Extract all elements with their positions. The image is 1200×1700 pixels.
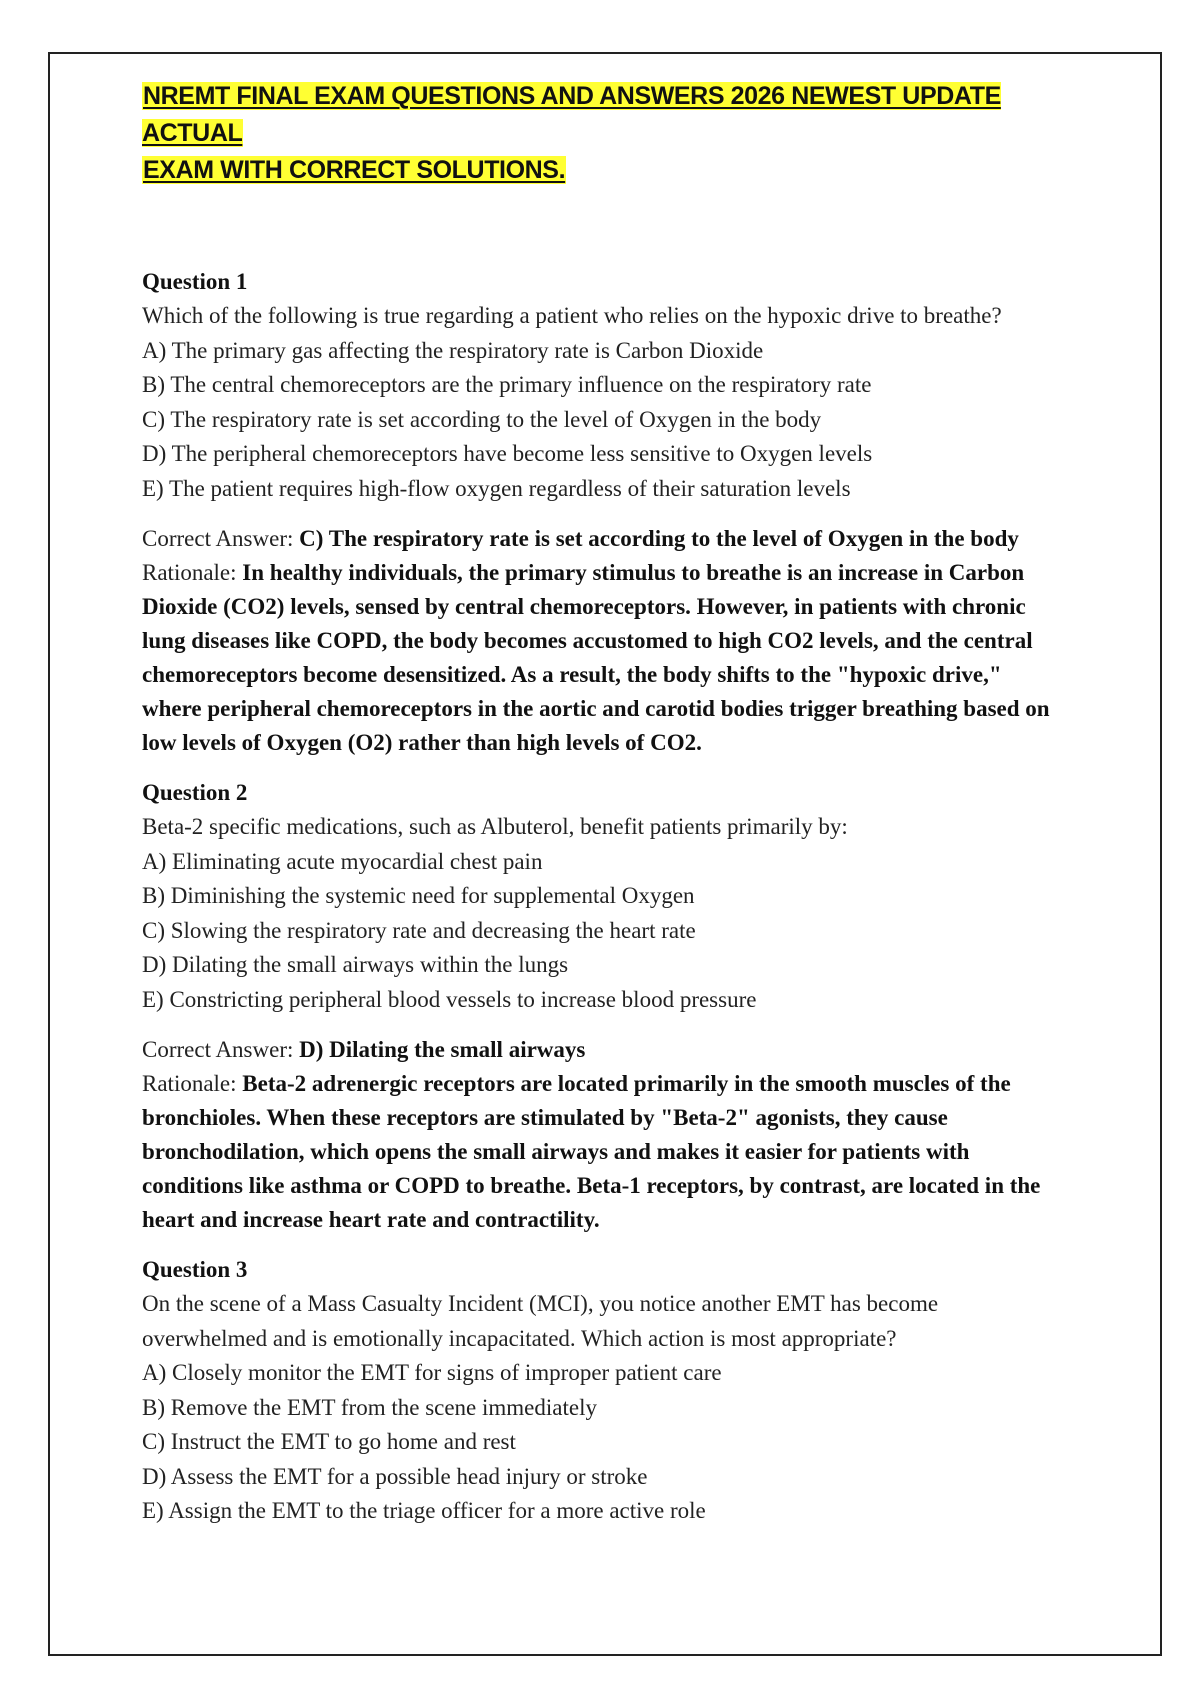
rationale-label: Rationale: [142, 560, 237, 585]
option-c: C) The respiratory rate is set according to the level of Oxygen in the body [142, 406, 822, 432]
answer-block [142, 1033, 1062, 1237]
question-text: On the scene of a Mass Casualty Incident (MCI), you notice another EMT has become overwhelmed and is emotionally incapacitated. Which action is most appropriate? [142, 1291, 939, 1351]
option-b: B) Remove the EMT from the scene immediately [142, 1394, 597, 1420]
rationale-text: Beta-2 adrenergic receptors are located primarily in the smooth muscles of the bronchioles. When these receptors are stimulated by "Beta-2" agonists, they cause bronchodilation, which opens the small airways and makes it easier for patients with conditions like asthma or COPD to breathe. Beta-1 receptors, by contrast, are located in the heart and increase heart rate and contractility. [142, 1071, 1041, 1232]
question-heading: Question 1 [142, 269, 248, 294]
rationale-text: In healthy individuals, the primary stimulus to breathe is an increase in Carbon Dioxide (CO2) levels, sensed by central chemoreceptors. However, in patients with chronic lung diseases like COPD, the body becomes accustomed to high CO2 levels, and the central chemoreceptors become desensitized. As a result, the body shifts to the "hypoxic drive," where peripheral chemoreceptors in the aortic and carotid bodies trigger breathing based on low levels of Oxygen (O2) rather than high levels of CO2. [142, 560, 1050, 755]
title-line-2: EXAM WITH CORRECT SOLUTIONS. [143, 156, 566, 184]
rationale-label: Rationale: [142, 1071, 237, 1096]
correct-answer-label: Correct Answer: [142, 1037, 294, 1062]
correct-answer-label: Correct Answer: [142, 526, 294, 551]
option-e: E) The patient requires high-flow oxygen regardless of their saturation levels [142, 475, 851, 501]
option-d: D) The peripheral chemoreceptors have become less sensitive to Oxygen levels [142, 441, 873, 466]
question-2 [142, 776, 1062, 1237]
option-e: E) Assign the EMT to the triage officer for a more active role [142, 1498, 706, 1523]
correct-answer [142, 1033, 1062, 1067]
option-d: D) Dilating the small airways within the lungs [142, 952, 569, 977]
option-c: C) Instruct the EMT to go home and rest [142, 1429, 516, 1454]
option-a: A) The primary gas affecting the respiratory rate is Carbon Dioxide [142, 337, 764, 363]
correct-answer-value: D) Dilating the small airways [299, 1037, 586, 1062]
correct-answer-value: C) The respiratory rate is set according to the level of Oxygen in the body [299, 526, 1019, 551]
rationale [142, 1067, 1062, 1237]
option-a: A) Eliminating acute myocardial chest pain [142, 848, 543, 874]
option-b: B) Diminishing the systemic need for supplemental Oxygen [142, 883, 695, 908]
question-3 [142, 1253, 1062, 1529]
rationale [142, 556, 1062, 760]
question-heading: Question 2 [142, 780, 248, 805]
question-text: Which of the following is true regarding a patient who relies on the hypoxic drive to breathe? [142, 303, 1002, 328]
option-b: B) The central chemoreceptors are the primary influence on the respiratory rate [142, 372, 872, 397]
document-title [142, 78, 1062, 189]
question-text: Beta-2 specific medications, such as Albuterol, benefit patients primarily by: [142, 814, 848, 839]
title-line-1: NREMT FINAL EXAM QUESTIONS AND ANSWERS 2026 NEWEST UPDATE ACTUAL [142, 82, 1001, 147]
question-1 [142, 265, 1062, 760]
document-content [142, 78, 1062, 1529]
question-heading: Question 3 [142, 1257, 248, 1282]
option-c: C) Slowing the respiratory rate and decreasing the heart rate [142, 917, 696, 943]
answer-block [142, 522, 1062, 760]
option-e: E) Constricting peripheral blood vessels to increase blood pressure [142, 986, 757, 1012]
option-a: A) Closely monitor the EMT for signs of improper patient care [142, 1360, 722, 1385]
option-d: D) Assess the EMT for a possible head injury or stroke [142, 1463, 648, 1489]
correct-answer [142, 522, 1062, 556]
